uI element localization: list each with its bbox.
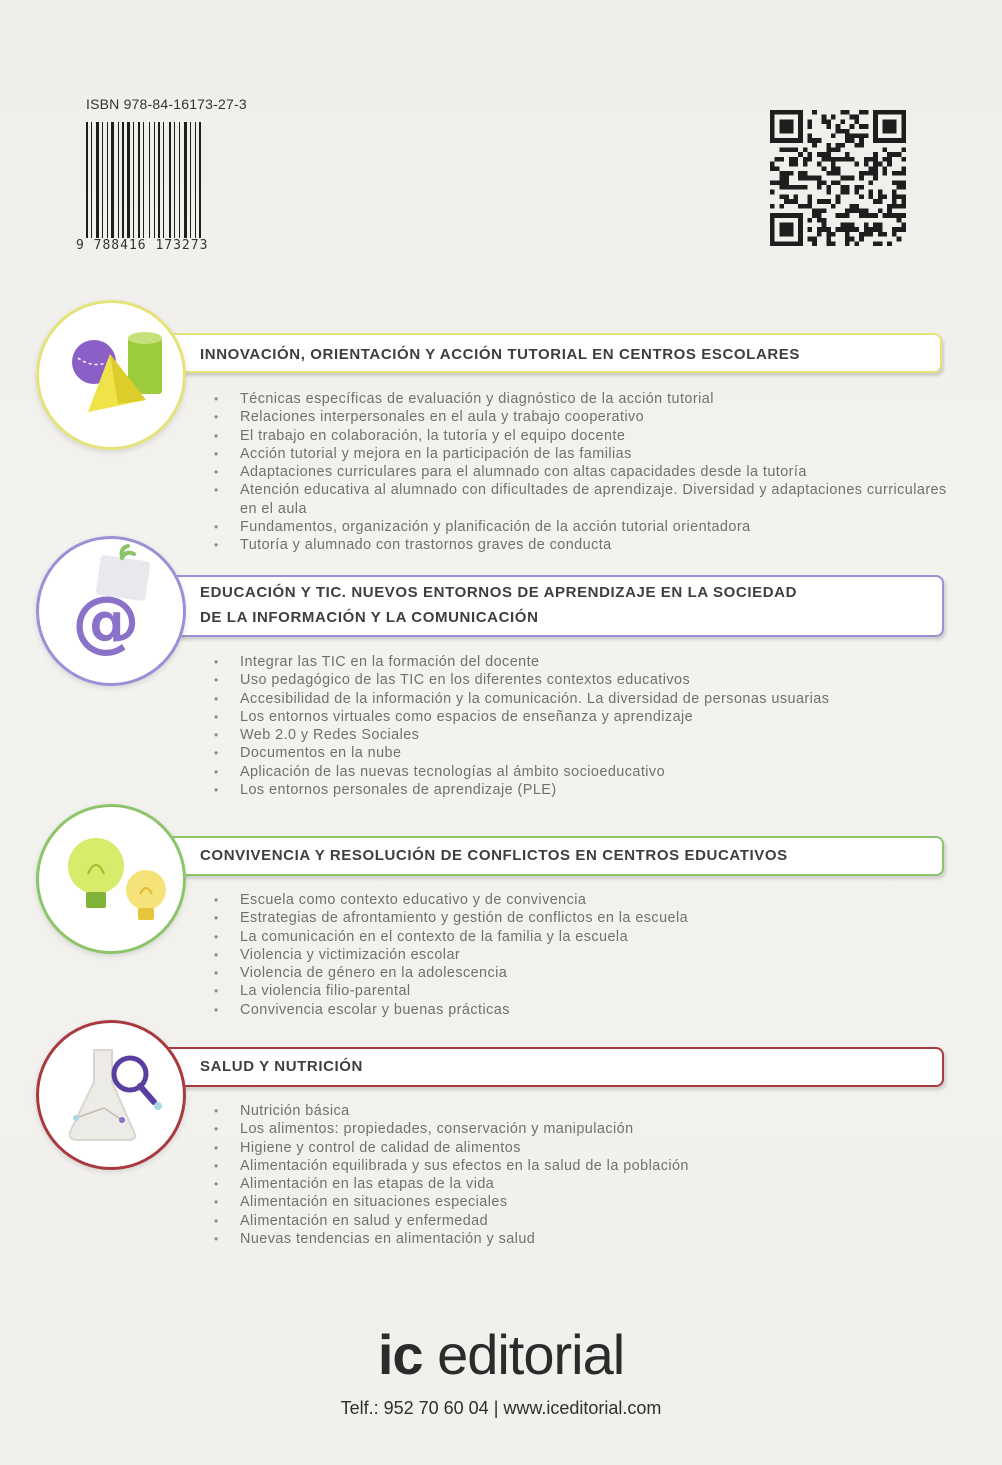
section-title-line2: DE LA INFORMACIÓN Y LA COMUNICACIÓN: [200, 609, 539, 626]
list-item: • Estrategias de afrontamiento y gestión de conflictos en la escuela: [214, 909, 960, 927]
list-item: • Técnicas específicas de evaluación y diagnóstico de la acción tutorial: [214, 390, 960, 408]
list-item: • Uso pedagógico de las TIC en los diferentes contextos educativos: [214, 671, 960, 689]
flask-magnifier-icon: [36, 1020, 186, 1170]
list-item: • La violencia filio-parental: [214, 982, 960, 1000]
list-item: • Atención educativa al alumnado con dificultades de aprendizaje. Diversidad y adaptaciones curriculares en el aula: [214, 481, 960, 518]
section-list: [214, 390, 960, 555]
list-item: • Higiene y control de calidad de alimentos: [214, 1139, 960, 1157]
section-list: [214, 1102, 960, 1248]
publisher-logo: [0, 1322, 1002, 1387]
isbn-text: ISBN 978-84-16173-27-3: [86, 96, 247, 112]
list-item: • Aplicación de las nuevas tecnologías al ámbito socioeducativo: [214, 763, 960, 781]
section-list: [214, 653, 960, 799]
section-title-line1: EDUCACIÓN Y TIC. NUEVOS ENTORNOS DE APRENDIZAJE EN LA SOCIEDAD: [200, 584, 797, 601]
list-item: • El trabajo en colaboración, la tutoría y el equipo docente: [214, 427, 960, 445]
list-item: • Convivencia escolar y buenas prácticas: [214, 1001, 960, 1019]
list-item: • Accesibilidad de la información y la comunicación. La diversidad de personas usuarias: [214, 690, 960, 708]
list-item: • Escuela como contexto educativo y de convivencia: [214, 891, 960, 909]
list-item: • Nutrición básica: [214, 1102, 960, 1120]
list-item: • Fundamentos, organización y planificación de la acción tutorial orientadora: [214, 518, 960, 536]
list-item: • Integrar las TIC en la formación del docente: [214, 653, 960, 671]
list-item: • Documentos en la nube: [214, 744, 960, 762]
qr-code-icon: [770, 110, 906, 246]
section-icon-circle: [36, 804, 186, 954]
list-item: • Alimentación en situaciones especiales: [214, 1193, 960, 1211]
light-bulbs-icon: [36, 804, 186, 954]
logo-editorial: editorial: [422, 1323, 625, 1386]
logo-ic: ic: [377, 1323, 423, 1386]
section-list: [214, 891, 960, 1019]
at-sign-icon: [36, 536, 186, 686]
list-item: • Alimentación en las etapas de la vida: [214, 1175, 960, 1193]
list-item: • Acción tutorial y mejora en la participación de las familias: [214, 445, 960, 463]
section-icon-circle: [36, 536, 186, 686]
list-item: • Relaciones interpersonales en el aula y trabajo cooperativo: [214, 408, 960, 426]
list-item: • Los entornos personales de aprendizaje (PLE): [214, 781, 960, 799]
list-item: • Los alimentos: propiedades, conservación y manipulación: [214, 1120, 960, 1138]
list-item: • Violencia y victimización escolar: [214, 946, 960, 964]
section-icon-circle: [36, 1020, 186, 1170]
list-item: • Alimentación equilibrada y sus efectos en la salud de la población: [214, 1157, 960, 1175]
section-title: CONVIVENCIA Y RESOLUCIÓN DE CONFLICTOS EN CENTROS EDUCATIVOS: [200, 847, 788, 864]
barcode-digits: 9 788416 173273: [76, 238, 209, 253]
contact-info: Telf.: 952 70 60 04 | www.iceditorial.com: [340, 1398, 662, 1418]
svg-text:@: @: [72, 582, 140, 661]
list-item: • Los entornos virtuales como espacios de enseñanza y aprendizaje: [214, 708, 960, 726]
list-item: • Alimentación en salud y enfermedad: [214, 1212, 960, 1230]
section-icon-circle: [36, 300, 186, 450]
geometric-shapes-icon: [36, 300, 186, 450]
list-item: • Violencia de género en la adolescencia: [214, 964, 960, 982]
section-title: SALUD Y NUTRICIÓN: [200, 1058, 363, 1075]
list-item: • Tutoría y alumnado con trastornos graves de conducta: [214, 536, 960, 554]
section-title: INNOVACIÓN, ORIENTACIÓN Y ACCIÓN TUTORIAL EN CENTROS ESCOLARES: [200, 346, 801, 363]
list-item: • Web 2.0 y Redes Sociales: [214, 726, 960, 744]
list-item: • Adaptaciones curriculares para el alumnado con altas capacidades desde la tutoría: [214, 463, 960, 481]
list-item: • La comunicación en el contexto de la familia y la escuela: [214, 928, 960, 946]
barcode-icon: [86, 122, 246, 238]
list-item: • Nuevas tendencias en alimentación y salud: [214, 1230, 960, 1248]
